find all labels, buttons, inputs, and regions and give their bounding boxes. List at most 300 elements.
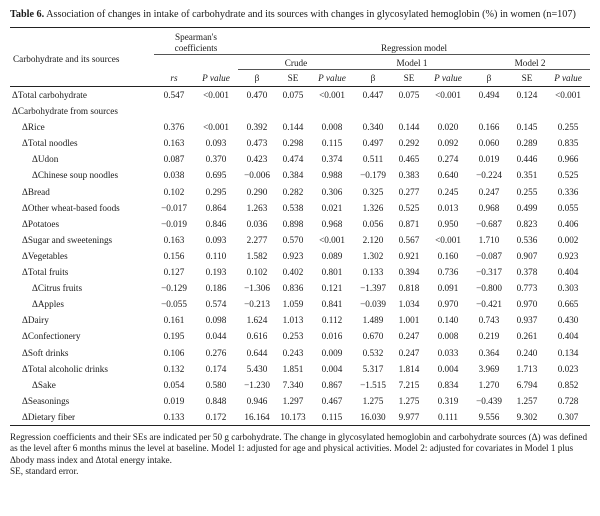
table-caption-label: Table 6. xyxy=(10,9,45,20)
row-value: 0.773 xyxy=(516,283,538,294)
row-value: 0.106 xyxy=(163,347,185,358)
table-row xyxy=(10,216,590,232)
row-value: 0.255 xyxy=(516,186,538,197)
row-value: 1.034 xyxy=(398,299,420,310)
row-value: 0.093 xyxy=(205,234,227,245)
row-value: 0.846 xyxy=(205,218,227,229)
row-value: 0.282 xyxy=(282,186,304,197)
row-label: ΔTotal fruits xyxy=(22,267,69,278)
row-value: 2.120 xyxy=(362,234,384,245)
row-value: 0.423 xyxy=(246,154,268,165)
row-value: −0.439 xyxy=(476,395,502,406)
table-row xyxy=(10,151,590,167)
row-value: 0.145 xyxy=(516,122,538,133)
row-value: 0.298 xyxy=(282,138,304,149)
row-value: 0.640 xyxy=(437,170,459,181)
row-value: 0.054 xyxy=(163,379,185,390)
row-value: 0.253 xyxy=(282,331,304,342)
row-value: 5.317 xyxy=(362,363,384,374)
row-value: 0.290 xyxy=(246,186,268,197)
row-value: 0.848 xyxy=(205,395,227,406)
row-value: 0.091 xyxy=(437,283,459,294)
row-value: 0.525 xyxy=(398,202,420,213)
row-value: 0.923 xyxy=(557,250,579,261)
row-value: 0.430 xyxy=(557,315,579,326)
header-spearman xyxy=(154,28,238,55)
row-label: ΔUdon xyxy=(32,154,59,165)
row-label: ΔBread xyxy=(22,186,50,197)
row-value: 1.297 xyxy=(282,395,304,406)
row-value: 0.172 xyxy=(194,409,238,426)
row-value: 0.247 xyxy=(398,347,420,358)
row-value: 0.134 xyxy=(557,347,579,358)
row-value xyxy=(426,103,470,119)
subheader-se-model2: SE xyxy=(508,70,546,87)
row-value: 0.470 xyxy=(246,90,268,100)
row-value: 0.295 xyxy=(205,186,227,197)
row-value: 0.670 xyxy=(362,331,384,342)
row-value: 0.836 xyxy=(282,283,304,294)
row-value: 0.547 xyxy=(163,90,185,100)
row-value: 0.115 xyxy=(310,409,354,426)
row-value: 0.195 xyxy=(163,331,185,342)
row-value: 1.814 xyxy=(398,363,420,374)
footnote-line1: Regression coefficients and their SEs are indicated per 50 g carbohydrate. The change in glycosylated hemoglobin and carbohydrate sources (Δ) was defined as the level after 6 months minus the level at baseline. Model 1: adjusted for age and physical activities. Model 2: adjusted for covariates in Model 1 plus Δbody mass index and Δtotal energy intake. xyxy=(10,431,588,465)
row-value: 1.001 xyxy=(398,315,420,326)
row-value: 0.111 xyxy=(426,409,470,426)
row-value: 0.093 xyxy=(205,138,227,149)
row-value: 0.473 xyxy=(246,138,268,149)
row-value: −0.687 xyxy=(476,218,502,229)
row-value: 0.023 xyxy=(557,363,579,374)
table-caption xyxy=(10,8,590,21)
row-value: 0.536 xyxy=(516,234,538,245)
row-value: 0.112 xyxy=(321,315,343,326)
row-value: 0.834 xyxy=(437,379,459,390)
row-value: 9.302 xyxy=(508,409,546,426)
row-value: 7.215 xyxy=(398,379,420,390)
row-value: 0.098 xyxy=(205,315,227,326)
row-value: 0.038 xyxy=(163,170,185,181)
row-value: 0.376 xyxy=(163,122,185,133)
row-value: 0.019 xyxy=(163,395,185,406)
row-value: 0.319 xyxy=(437,395,459,406)
table-row xyxy=(10,248,590,264)
row-value: 0.289 xyxy=(516,138,538,149)
row-value: 0.144 xyxy=(398,122,420,133)
row-value: 0.447 xyxy=(362,90,384,100)
row-value: 0.219 xyxy=(478,331,500,342)
row-value: 0.474 xyxy=(282,154,304,165)
row-value: 0.801 xyxy=(321,267,343,278)
row-value: 16.030 xyxy=(354,409,392,426)
row-label: ΔTotal carbohydrate xyxy=(12,90,87,100)
row-value: 0.665 xyxy=(557,299,579,310)
row-value: −1.515 xyxy=(360,379,386,390)
row-value: −0.055 xyxy=(161,299,187,310)
subheader-rs: rs xyxy=(154,70,194,87)
row-value: 0.075 xyxy=(398,90,420,100)
row-value: 1.710 xyxy=(478,234,500,245)
row-value: 7.340 xyxy=(282,379,304,390)
row-value: 0.392 xyxy=(246,122,268,133)
row-value: 0.276 xyxy=(205,347,227,358)
row-value: 0.567 xyxy=(398,234,420,245)
row-value: 0.307 xyxy=(546,409,590,426)
row-value: 1.489 xyxy=(362,315,384,326)
row-value: 0.921 xyxy=(398,250,420,261)
row-value: 0.898 xyxy=(282,218,304,229)
row-value: 1.263 xyxy=(246,202,268,213)
subheader-pvalue-model1: P value xyxy=(426,70,470,87)
row-label: ΔSugar and sweetenings xyxy=(22,234,113,245)
row-value: 0.695 xyxy=(205,170,227,181)
table-row xyxy=(10,280,590,296)
table-row xyxy=(10,377,590,393)
subheader-pvalue-spearman: P value xyxy=(194,70,238,87)
row-value: 0.494 xyxy=(478,90,500,100)
row-value xyxy=(546,103,590,119)
row-value: 0.968 xyxy=(321,218,343,229)
row-value: 0.351 xyxy=(516,170,538,181)
row-value xyxy=(194,103,238,119)
row-value: 0.525 xyxy=(557,170,579,181)
header-spearman-line2: coefficients xyxy=(174,43,218,53)
row-value: 0.060 xyxy=(478,138,500,149)
row-value: 0.867 xyxy=(321,379,343,390)
row-value: 0.306 xyxy=(321,186,343,197)
table-caption-text: Association of changes in intake of carbohydrate and its sources with changes in glycosylated hemoglobin (%) in women xyxy=(46,9,541,20)
row-value: −0.006 xyxy=(244,170,270,181)
row-value: 3.969 xyxy=(478,363,500,374)
row-value: 0.075 xyxy=(282,90,304,100)
subheader-beta-model2: β xyxy=(470,70,508,87)
row-value: 0.402 xyxy=(282,267,304,278)
row-value: −0.224 xyxy=(476,170,502,181)
row-value: 0.374 xyxy=(321,154,343,165)
row-value: 0.404 xyxy=(557,331,579,342)
row-value: <0.001 xyxy=(435,234,461,245)
table-row xyxy=(10,328,590,344)
row-label: ΔSake xyxy=(32,379,56,390)
row-value: 0.274 xyxy=(437,154,459,165)
row-value: −0.800 xyxy=(476,283,502,294)
row-value: 0.736 xyxy=(437,267,459,278)
row-value: −0.317 xyxy=(476,267,502,278)
row-value: 0.127 xyxy=(163,267,185,278)
row-value: 0.092 xyxy=(437,138,459,149)
row-label: ΔDairy xyxy=(22,315,49,326)
row-value: 0.019 xyxy=(478,154,500,165)
row-label: ΔCarbohydrate from sources xyxy=(12,106,118,117)
table-row xyxy=(10,264,590,280)
row-value: 0.394 xyxy=(398,267,420,278)
row-value: 1.851 xyxy=(282,363,304,374)
row-value: 0.247 xyxy=(478,186,500,197)
header-crude: Crude xyxy=(238,55,354,70)
row-value: 0.124 xyxy=(516,90,538,100)
row-value: 0.132 xyxy=(163,363,185,374)
table-footnote xyxy=(10,432,590,478)
row-value xyxy=(470,103,508,119)
row-value: 0.008 xyxy=(437,331,459,342)
row-label: ΔRice xyxy=(22,122,45,133)
row-value: 0.864 xyxy=(205,202,227,213)
row-value: 0.446 xyxy=(516,154,538,165)
row-value: 0.538 xyxy=(282,202,304,213)
row-value xyxy=(354,103,392,119)
row-value: 1.713 xyxy=(516,363,538,374)
row-value: 16.164 xyxy=(238,409,276,426)
row-value: 0.616 xyxy=(246,331,268,342)
table-row xyxy=(10,393,590,409)
row-value: 0.144 xyxy=(282,122,304,133)
row-value: 1.624 xyxy=(246,315,268,326)
row-value: 0.988 xyxy=(321,170,343,181)
row-value: 0.055 xyxy=(557,202,579,213)
row-value: 0.009 xyxy=(321,347,343,358)
row-value: −0.019 xyxy=(161,218,187,229)
header-model1: Model 1 xyxy=(354,55,470,70)
row-value: 0.852 xyxy=(557,379,579,390)
row-value: <0.001 xyxy=(435,90,461,100)
row-value: −0.179 xyxy=(360,170,386,181)
row-value: 0.970 xyxy=(516,299,538,310)
row-value: 0.570 xyxy=(282,234,304,245)
subheader-se-model1: SE xyxy=(392,70,426,87)
subheader-beta-model1: β xyxy=(354,70,392,87)
row-value: 0.255 xyxy=(557,122,579,133)
row-value: 0.193 xyxy=(205,267,227,278)
row-value: 0.174 xyxy=(205,363,227,374)
row-value: 0.406 xyxy=(557,218,579,229)
row-value: 0.110 xyxy=(205,250,227,261)
row-label: ΔTotal alcoholic drinks xyxy=(22,363,108,374)
row-value: 0.016 xyxy=(321,331,343,342)
row-value: 0.950 xyxy=(437,218,459,229)
row-label: ΔOther wheat-based foods xyxy=(22,202,120,213)
row-value: 1.270 xyxy=(478,379,500,390)
table-caption-n: (n=107) xyxy=(542,9,576,20)
row-value: 1.275 xyxy=(362,395,384,406)
row-value: 9.556 xyxy=(470,409,508,426)
row-value: 0.247 xyxy=(398,331,420,342)
header-model2: Model 2 xyxy=(470,55,590,70)
table-row xyxy=(10,409,590,426)
row-value: −0.213 xyxy=(244,299,270,310)
row-value: 1.013 xyxy=(282,315,304,326)
row-value xyxy=(508,103,546,119)
table-row xyxy=(10,119,590,135)
row-value: 0.728 xyxy=(557,395,579,406)
row-value: 0.499 xyxy=(516,202,538,213)
row-value: −0.129 xyxy=(161,283,187,294)
row-value: 0.384 xyxy=(282,170,304,181)
row-value: −1.397 xyxy=(360,283,386,294)
subheader-pvalue-crude: P value xyxy=(310,70,354,87)
row-label: ΔTotal noodles xyxy=(22,138,78,149)
row-value: 0.056 xyxy=(362,218,384,229)
row-value: 10.173 xyxy=(276,409,310,426)
row-value: −1.306 xyxy=(244,283,270,294)
row-label: ΔConfectionery xyxy=(22,331,81,342)
row-value: 0.021 xyxy=(321,202,343,213)
row-value: 0.580 xyxy=(205,379,227,390)
row-value: 0.163 xyxy=(163,234,185,245)
row-value: 0.013 xyxy=(437,202,459,213)
table-row xyxy=(10,312,590,328)
row-value: 0.923 xyxy=(282,250,304,261)
row-value: 0.325 xyxy=(362,186,384,197)
row-value: 0.261 xyxy=(516,331,538,342)
row-value: 0.970 xyxy=(437,299,459,310)
header-first-col: Carbohydrate and its sources xyxy=(10,28,154,87)
row-label: ΔCitrus fruits xyxy=(32,283,83,294)
row-label: ΔPotatoes xyxy=(22,218,60,229)
row-value: −0.039 xyxy=(360,299,386,310)
row-label: ΔDietary fiber xyxy=(10,409,154,426)
table-row xyxy=(10,87,590,104)
table-row xyxy=(10,103,590,119)
row-value: 0.133 xyxy=(154,409,194,426)
row-value: 0.089 xyxy=(321,250,343,261)
row-value xyxy=(392,103,426,119)
row-value: 0.340 xyxy=(362,122,384,133)
row-label: ΔSoft drinks xyxy=(22,347,69,358)
row-value: 0.036 xyxy=(246,218,268,229)
table-row xyxy=(10,232,590,248)
row-value: 0.937 xyxy=(516,315,538,326)
row-value: 0.532 xyxy=(362,347,384,358)
row-value: −0.421 xyxy=(476,299,502,310)
row-value: 0.383 xyxy=(398,170,420,181)
row-value: 0.743 xyxy=(478,315,500,326)
row-value: 0.946 xyxy=(246,395,268,406)
row-value: 9.977 xyxy=(392,409,426,426)
row-value: 0.370 xyxy=(205,154,227,165)
row-value: −1.230 xyxy=(244,379,270,390)
row-value xyxy=(154,103,194,119)
row-value: 0.497 xyxy=(362,138,384,149)
row-value: 0.243 xyxy=(282,347,304,358)
row-value: 0.102 xyxy=(163,186,185,197)
footnote-line2: SE, standard error. xyxy=(10,466,79,477)
row-value: 0.404 xyxy=(557,267,579,278)
row-value: 0.004 xyxy=(437,363,459,374)
row-value: 0.160 xyxy=(437,250,459,261)
row-value: <0.001 xyxy=(203,90,229,100)
row-value: −0.087 xyxy=(476,250,502,261)
table-row xyxy=(10,296,590,312)
row-value: 0.245 xyxy=(437,186,459,197)
row-value: 0.511 xyxy=(362,154,384,165)
row-value: 0.115 xyxy=(321,138,343,149)
row-value: 0.121 xyxy=(321,283,343,294)
row-value: 0.161 xyxy=(163,315,185,326)
table-row xyxy=(10,200,590,216)
row-value: 0.240 xyxy=(516,347,538,358)
row-value: 0.102 xyxy=(246,267,268,278)
table-row xyxy=(10,184,590,200)
row-value: 0.163 xyxy=(163,138,185,149)
row-value: 0.166 xyxy=(478,122,500,133)
row-value: 0.968 xyxy=(478,202,500,213)
row-value: 0.871 xyxy=(398,218,420,229)
row-value: 0.033 xyxy=(437,347,459,358)
row-label: ΔSeasonings xyxy=(22,395,70,406)
row-value: 5.430 xyxy=(246,363,268,374)
row-value: −0.017 xyxy=(161,202,187,213)
row-value: 0.835 xyxy=(557,138,579,149)
row-value: 0.008 xyxy=(321,122,343,133)
row-value: 0.020 xyxy=(437,122,459,133)
row-value: 1.059 xyxy=(282,299,304,310)
header-spearman-line1: Spearman's xyxy=(175,32,217,42)
row-value: 0.966 xyxy=(557,154,579,165)
row-value: <0.001 xyxy=(203,122,229,133)
row-value: 1.582 xyxy=(246,250,268,261)
row-value: 0.364 xyxy=(478,347,500,358)
subheader-beta-crude: β xyxy=(238,70,276,87)
row-value: 0.186 xyxy=(205,283,227,294)
results-table xyxy=(10,27,590,426)
row-value: 1.302 xyxy=(362,250,384,261)
row-value: 0.156 xyxy=(163,250,185,261)
row-value: 1.275 xyxy=(398,395,420,406)
row-value: 0.044 xyxy=(205,331,227,342)
header-regression: Regression model xyxy=(238,28,590,55)
row-value: <0.001 xyxy=(319,234,345,245)
row-value: 0.574 xyxy=(205,299,227,310)
row-value: 6.794 xyxy=(516,379,538,390)
table-body xyxy=(10,87,590,426)
row-value xyxy=(238,103,276,119)
subheader-pvalue-model2: P value xyxy=(546,70,590,87)
row-value: 0.277 xyxy=(398,186,420,197)
row-value: 0.133 xyxy=(362,267,384,278)
row-label: ΔVegetables xyxy=(22,250,68,261)
row-value: 0.823 xyxy=(516,218,538,229)
row-value: 1.326 xyxy=(362,202,384,213)
row-value xyxy=(310,103,354,119)
row-value: 0.336 xyxy=(557,186,579,197)
row-value: 0.087 xyxy=(163,154,185,165)
row-value: 0.841 xyxy=(321,299,343,310)
row-value: 0.378 xyxy=(516,267,538,278)
row-value: 0.465 xyxy=(398,154,420,165)
table-row xyxy=(10,345,590,361)
table-row xyxy=(10,135,590,151)
row-value: <0.001 xyxy=(319,90,345,100)
row-value: 0.644 xyxy=(246,347,268,358)
row-label: ΔApples xyxy=(32,299,64,310)
table-row xyxy=(10,361,590,377)
row-value: 1.257 xyxy=(516,395,538,406)
row-value: 0.140 xyxy=(437,315,459,326)
subheader-se-crude: SE xyxy=(276,70,310,87)
row-value: 0.004 xyxy=(321,363,343,374)
row-value: 0.467 xyxy=(321,395,343,406)
row-value: 0.303 xyxy=(557,283,579,294)
row-value: 0.818 xyxy=(398,283,420,294)
row-value: 0.292 xyxy=(398,138,420,149)
row-value: 0.907 xyxy=(516,250,538,261)
row-value: 0.002 xyxy=(557,234,579,245)
row-value: <0.001 xyxy=(555,90,581,100)
row-value: 2.277 xyxy=(246,234,268,245)
row-value xyxy=(276,103,310,119)
row-label: ΔChinese soup noodles xyxy=(32,170,119,181)
